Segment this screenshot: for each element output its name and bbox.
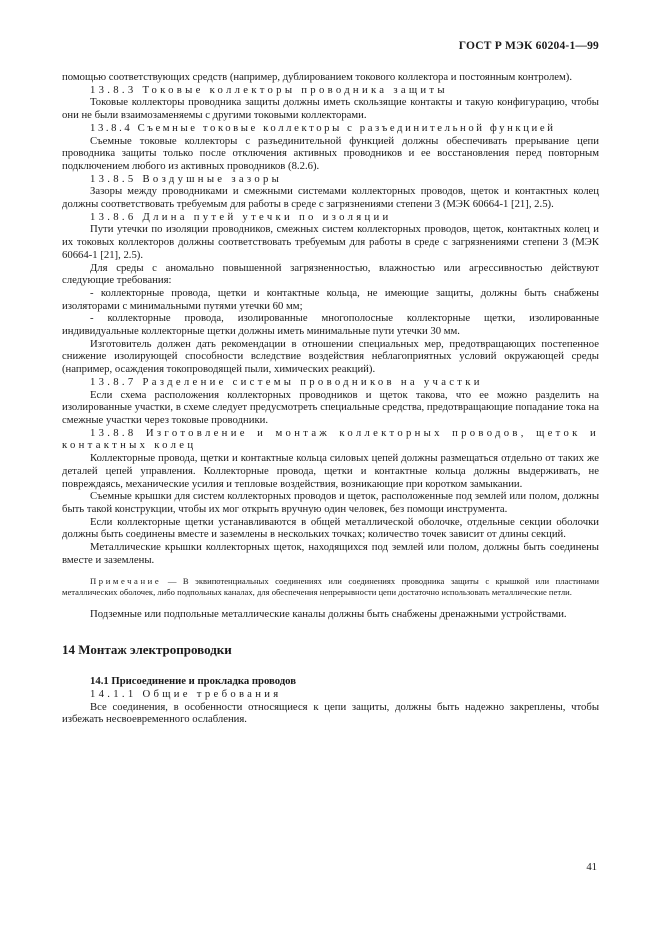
paragraph: Для среды с аномально повышенной загрязненностью, влажностью или агрессивностью действуют следующие требования: bbox=[62, 261, 599, 287]
note-label: Примечание bbox=[90, 576, 162, 587]
subsection-heading: 14.1 Присоединение и прокладка проводов bbox=[90, 675, 297, 688]
paragraph: Металлические крышки коллекторных щеток, находящихся под землей или полом, должны быть соединены вместе и заземлены. bbox=[62, 541, 599, 566]
paragraph: Пути утечки по изоляции проводников, смежных систем коллекторных проводов, щеток, контактных колец и их токовых коллекторов должны соответствовать требуемым для работы в среде с загрязнениями степени 3 (МЭК 60664-1 [21], 2.5). bbox=[62, 223, 599, 261]
paragraph: Съемные крышки для систем коллекторных проводов и щеток, расположенные под землей или полом, должны быть такой конструкции, чтобы их мог открыть вручную один человек, без помощи инструмента. bbox=[62, 490, 599, 515]
document-body bbox=[62, 71, 599, 726]
list-item: - коллекторные провода, щетки и контактные кольца, не имеющие защиты, должны быть снабжены изоляторами с минимальными путями утечки 60 мм; bbox=[62, 286, 599, 312]
note-text: — В эквипотенциальных соединениях или соединениях проводника защиты с крышкой или пластинами металлических оболочек, либо подпольных каналах, для обеспечения непрерывности цепи достаточно использовать металлические петли. bbox=[62, 576, 599, 598]
section-heading: 13.8.6 Длина путей утечки по изоляции bbox=[90, 210, 392, 223]
paragraph: Съемные токовые коллекторы с разъединительной функцией должны обеспечивать прерывание цепи проводника защиты только после отключения активных проводников и ее восстановления перед повторным подключением любого из активных проводников (8.2.6). bbox=[62, 134, 599, 172]
paragraph: Изготовитель должен дать рекомендации в отношении специальных мер, предотвращающих постепенное снижение изолирующей способности вследствие воздействия неблагоприятных условий окружающей среды (например, осаждения токопроводящей пыли, химических реакций). bbox=[62, 337, 599, 376]
paragraph: Подземные или подпольные металлические каналы должны быть снабжены дренажными устройствами. bbox=[90, 607, 567, 620]
list-item: - коллекторные провода, изолированные многополосные коллекторные щетки, изолированные индивидуальные коллекторные щетки должны иметь минимальные пути утечки 30 мм. bbox=[62, 312, 599, 338]
page-number: 41 bbox=[586, 861, 597, 873]
paragraph: Если коллекторные щетки устанавливаются в общей металлической оболочке, отдельные секции оболочки должны быть соединены вместе и заземлены в нескольких точках; количество точек зависит от длины секций. bbox=[62, 515, 599, 541]
paragraph: Все соединения, в особенности относящиеся к цепи защиты, должны быть надежно закреплены, чтобы избежать несвоевременного ослабления. bbox=[62, 700, 599, 726]
paragraph: Токовые коллекторы проводника защиты должны иметь скользящие контакты и такую конфигурацию, чтобы они не были взаимозаменяемы с другими токовыми коллекторами. bbox=[62, 96, 599, 122]
paragraph: Коллекторные провода, щетки и контактные кольца силовых цепей должны размещаться отдельно от таких же деталей цепей управления. Коллекторные провода, щетки и контактные кольца должны выдерживать, не повреждаясь, механические усилия и тепловые воздействия, возникающие при коротком замыкании. bbox=[62, 452, 599, 490]
document-header: ГОСТ Р МЭК 60204-1—99 bbox=[458, 40, 599, 52]
paragraph: помощью соответствующих средств (например, дублированием токового коллектора и постоянным контролем). bbox=[62, 71, 573, 83]
note bbox=[62, 576, 599, 597]
section-heading: 13.8.5 Воздушные зазоры bbox=[90, 172, 283, 185]
section-heading: 13.8.4 Съемные токовые коллекторы с разъединительной функцией bbox=[90, 121, 556, 134]
paragraph: Если схема расположения коллекторных проводников и щеток такова, что ее можно разделить на изолированные участки, в схеме следует предусмотреть специальные средства, предотвращающие попадание тока на смежные участки через токовые проводники. bbox=[62, 388, 599, 426]
section-heading: 13.8.3 Токовые коллекторы проводника защиты bbox=[90, 83, 448, 96]
paragraph: Зазоры между проводниками и смежными системами коллекторных проводов, щеток и контактных колец должны соответствовать требуемым для работы в среде с загрязнениями степени 3 (МЭК 60664-1 [21], 2.5). bbox=[62, 185, 599, 211]
section-heading: 13.8.7 Разделение системы проводников на участки bbox=[90, 375, 483, 388]
section-heading: 14.1.1 Общие требования bbox=[90, 688, 282, 701]
section-heading: 13.8.8 Изготовление и монтаж коллекторных проводов, щеток и контактных колец bbox=[62, 426, 599, 452]
chapter-heading: 14 Монтаж электропроводки bbox=[62, 642, 232, 658]
